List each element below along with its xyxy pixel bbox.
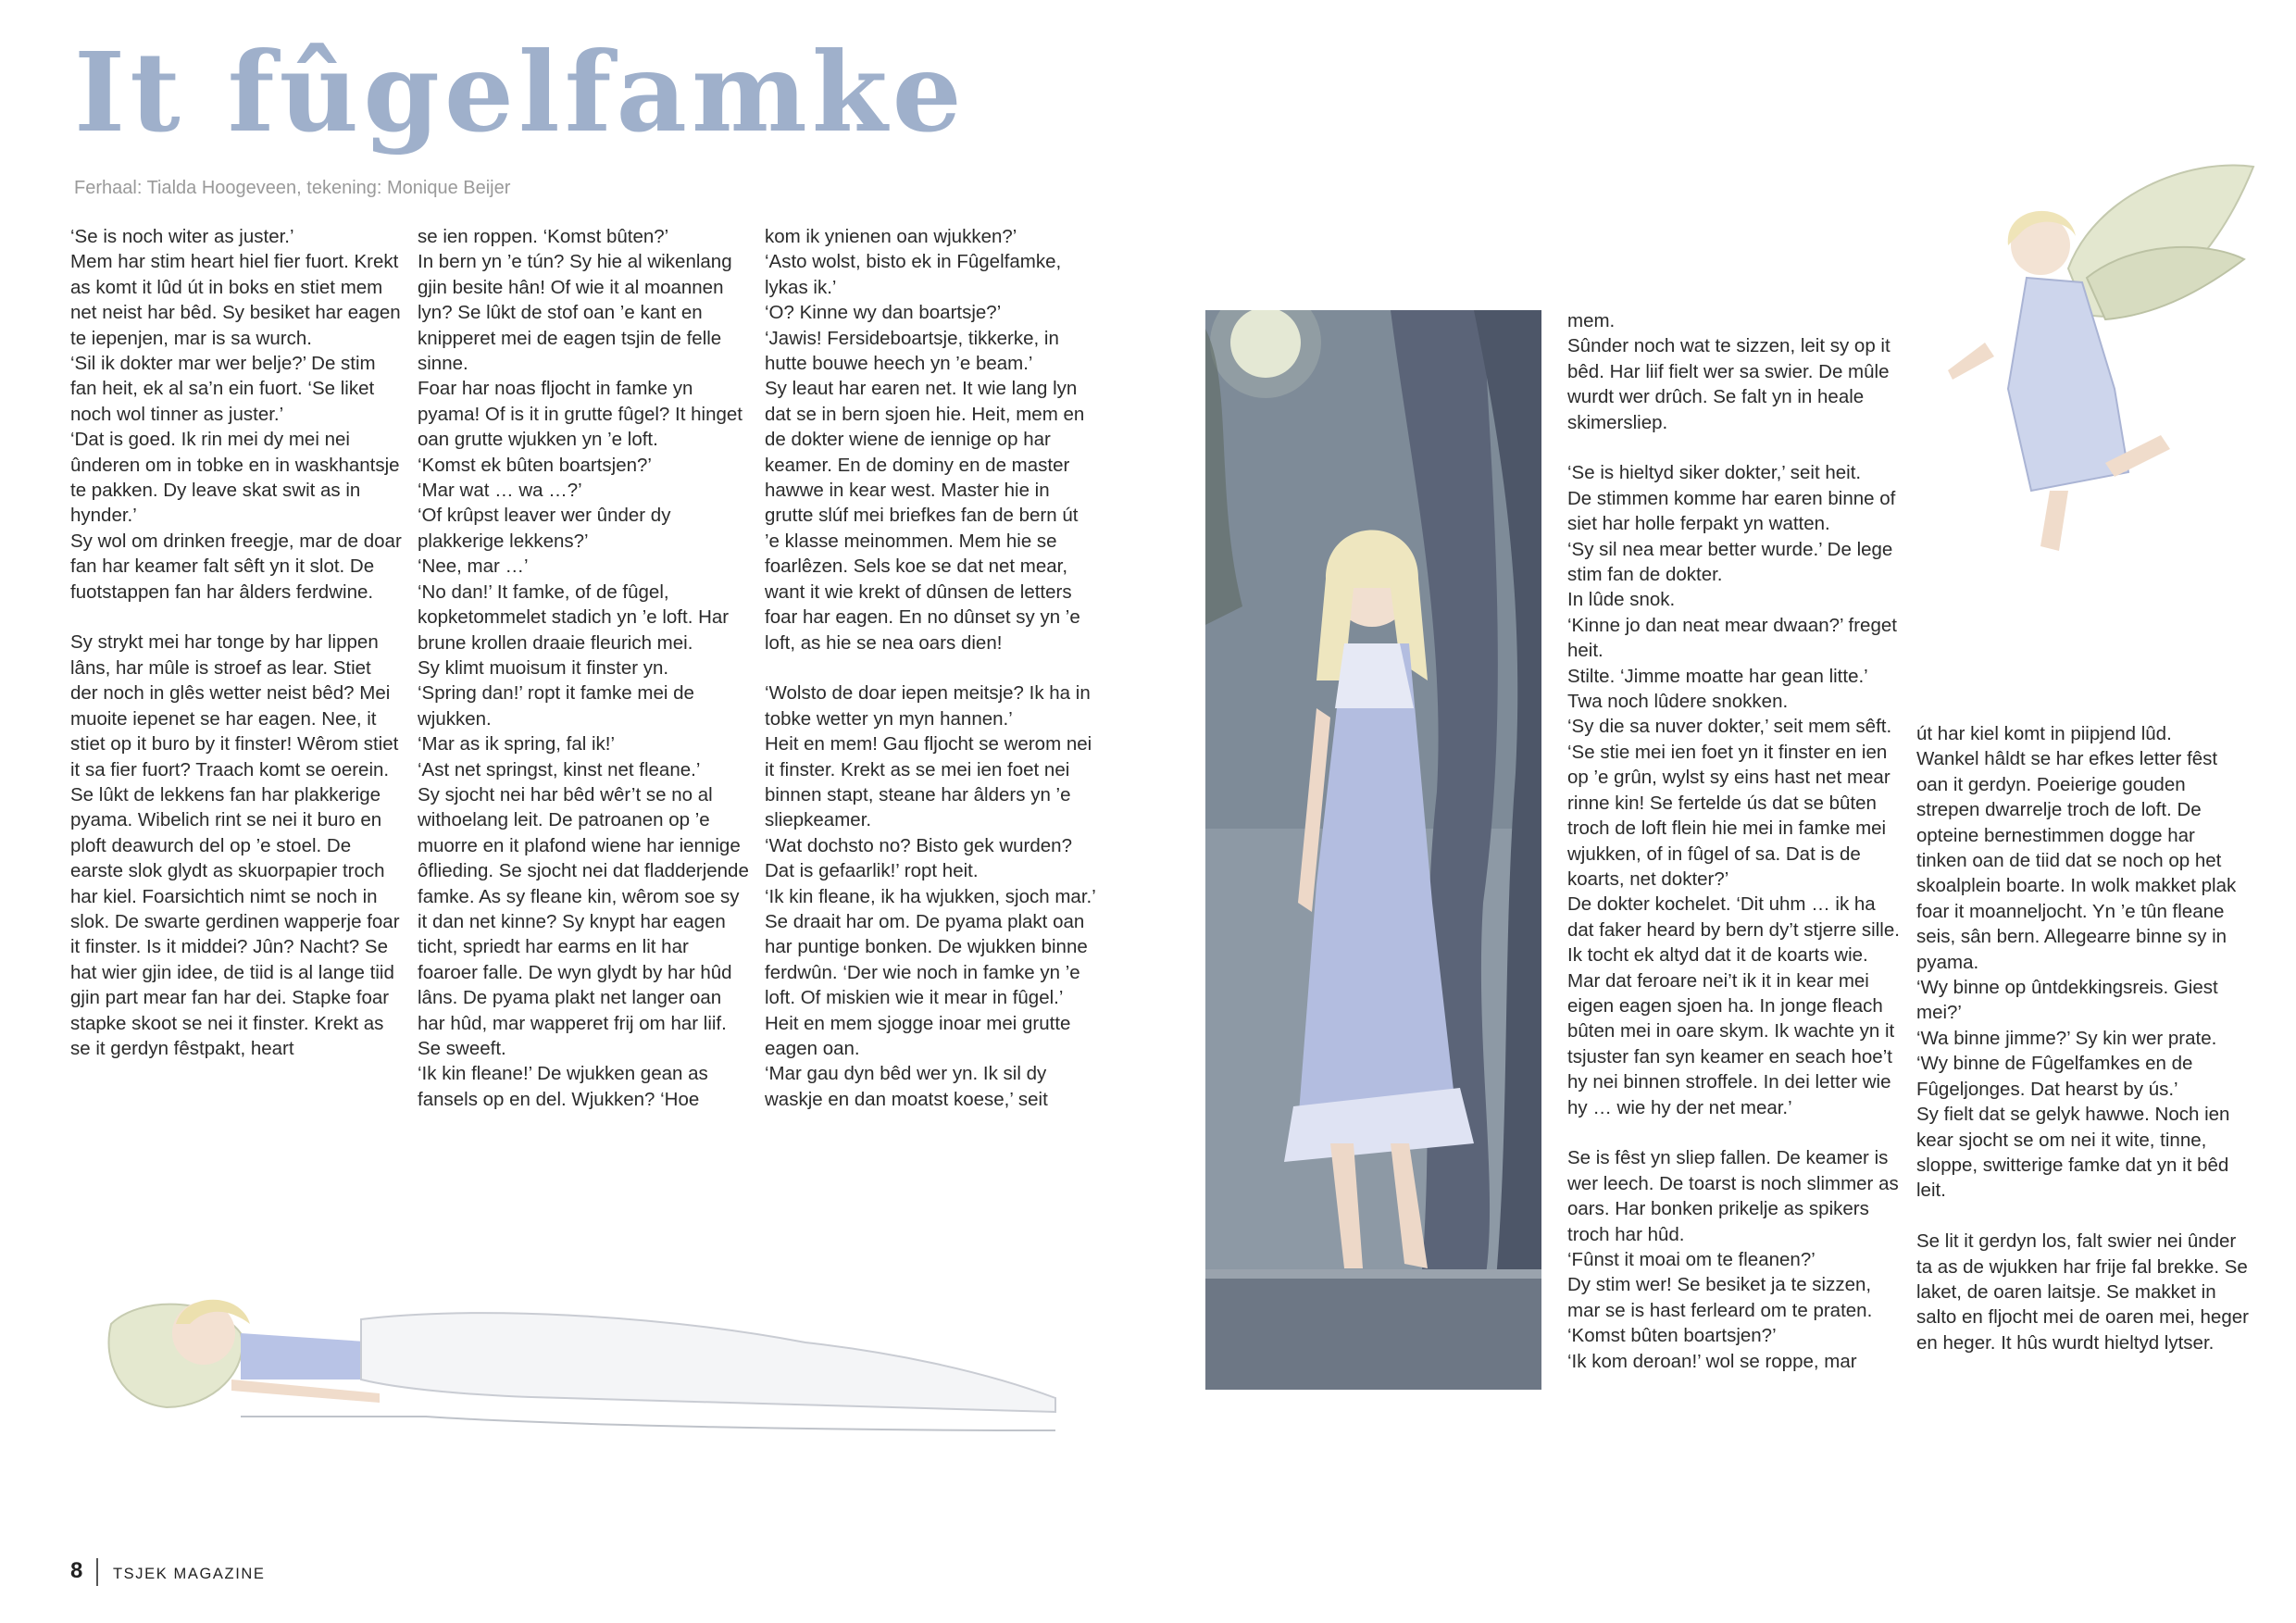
page-number: 8 — [70, 1558, 83, 1583]
sleeping-girl-illustration — [102, 1268, 1065, 1440]
girl-at-window-drawing — [1205, 310, 1541, 1390]
flying-fairy-drawing — [1929, 157, 2263, 565]
paragraph: Se lit it gerdyn los, falt swier nei ûnder ta as de wjukken har frije fal brekke. Se laket, de oaren laitsje. Se makket in salto en fljocht mei de oaren mei, heger en heger. It hûs wurdt hieltyd lytser. — [1916, 1230, 2249, 1354]
paragraph: ‘Wolsto de doar iepen meitsje? Ik ha in tobke wetter yn myn hannen.’ Heit en mem! Gau fljocht se werom nei it finster. Krekt as se mei ien foet nei binnen stapt, steane har âlders yn ’e sliepkeamer. ‘Wat dochsto no? Bisto gek wurden? Dat is gefaarlik!’ ropt heit. ‘Ik kin fleane, ik ha wjukken, sjoch mar.’ Se draait har om. De pyama plakt oan har puntige bonken. De wjukken binne ferdwûn. ‘Der wie noch in famke yn ’e loft. Of miskien wie it mear in fûgel.’ Heit en mem sjogge inoar mei grutte eagen oan. ‘Mar gau dyn bêd wer yn. Ik sil dy waskje en dan moatst koese,’ seit — [765, 682, 1096, 1110]
paragraph: se ien roppen. ‘Komst bûten?’ In bern yn ’e tún? Sy hie al wikenlang gjin besite hân! Of wie it al moannen lyn? Se lûkt de stof oan ’e kant en knipperet mei de eagen tsjin de felle sinne. Foar har noas fljocht in famke yn pyama! Of is it in grutte fûgel? It hinget oan grutte wjukken yn ’e loft. ‘Komst ek bûten boartsjen?’ ‘Mar wat … wa …?’ ‘Of krûpst leaver wer ûnder dy plakkerige lekkens?’ ‘Nee, mar …’ ‘No dan!’ It famke, of de fûgel, kopketommelet stadich yn ’e loft. Har brune krollen draaie fleurich mei. Sy klimt muoisum it finster yn. ‘Spring dan!’ ropt it famke mei de wjukken. ‘Mar as ik spring, fal ik!’ ‘Ast net springst, kinst net fleane.’ Sy sjocht nei har bêd wêr’t se no al withoelang leit. De patroanen op ’e muorre en it plafond wiene har iennige ôflieding. Se sjocht nei dat fladderjende famke. As sy fleane kin, wêrom soe sy it dan net kinne? Sy knypt har eagen ticht, spriedt har earms en lit har foaroer falle. De wyn glydt by har hûd lâns. De pyama plakt net langer oan har hûd, mar wapperet frij om har liif. Se sweeft. ‘Ik kin fleane!’ De wjukken gean as fansels op en del. Wjukken? ‘Hoe — [418, 226, 749, 1110]
text-column-1 — [70, 224, 404, 1061]
sleeping-girl-drawing — [102, 1268, 1065, 1440]
girl-at-window-illustration — [1205, 310, 1541, 1390]
text-column-2 — [418, 224, 751, 1112]
paragraph: Se is fêst yn sliep fallen. De keamer is wer leech. De toarst is noch slimmer as oars. Har bonken prikelje as spikers troch har hûd. ‘Fûnst it moai om te fleanen?’ Dy stim wer! Se besiket ja te sizzen, mar se is hast ferleard om te praten. ‘Komst bûten boartsjen?’ ‘Ik kom deroan!’ wol se roppe, mar — [1567, 1147, 1899, 1372]
magazine-name: TSJEK MAGAZINE — [113, 1566, 266, 1582]
text-column-3 — [765, 224, 1098, 1112]
paragraph: ‘Se is noch witer as juster.’ Mem har stim heart hiel fier fuort. Krekt as komt it lûd út in boks en stiet mem net neist har bêd. Sy besiket har eagen te iepenjen, mar is sa wurch. ‘Sil ik dokter mar wer belje?’ De stim fan heit, ek al sa’n ein fuort. ‘Se liket noch wol tinner as juster.’ ‘Dat is goed. Ik rin mei dy mei nei ûnderen om in tobke en in waskhantsje te pakken. Dy leave skat swit as in hynder.’ Sy wol om drinken freegje, mar de doar fan har keamer falt sêft yn it slot. De fuotstappen fan har âlders ferdwine. — [70, 226, 402, 603]
article-title: It fûgelfamke — [74, 28, 967, 156]
paragraph: Sy strykt mei har tonge by har lippen lâns, har mûle is stroef as lear. Stiet der noch in glês wetter neist bêd? Mei muoite iepenet se har eagen. Nee, it stiet op it buro by it finster! Wêrom stiet it sa fier fuort? Traach komt se oerein. Se lûkt de lekkens fan har plakkerige pyama. Wibelich rint se nei it buro en ploft deawurch del op ’e stoel. De earste slok glydt as skuorpapier troch har kiel. Foarsichtich nimt se noch in slok. De swarte gerdinen wapperje foar it finster. Is it middei? Jûn? Nacht? Se hat wier gjin idee, de tiid is al lange tiid gjin part mear fan har dei. Stapke foar stapke skoot se nei it finster. Krekt as se it gerdyn fêstpakt, heart — [70, 631, 400, 1059]
flying-fairy-girl-illustration — [1929, 157, 2263, 565]
text-column-5 — [1916, 721, 2250, 1355]
paragraph: út har kiel komt in piipjend lûd. Wankel hâldt se har efkes letter fêst oan it gerdyn. Poeierige gouden strepen dwarrelje troch de loft. De opteine bernestimmen dogge har tinken oan de tiid dat se noch op het skoalplein boarte. In wolk makket plak foar it moanneljocht. Yn ’e tûn fleane seis, sân bern. Allegearre binne sy in pyama. ‘Wy binne op ûntdekkingsreis. Giest mei?’ ‘Wa binne jimme?’ Sy kin wer prate. ‘Wy binne de Fûgelfamkes en de Fûgeljonges. Dat hearst by ús.’ Sy fielt dat se gelyk hawwe. Noch ien kear sjocht se om nei it wite, tinne, sloppe, switterige famke dat yn it bêd leit. — [1916, 723, 2237, 1202]
paragraph: ‘Se is hieltyd siker dokter,’ seit heit. De stimmen komme har earen binne of siet har holle ferpakt yn watten. ‘Sy sil nea mear better wurde.’ De lege stim fan de dokter. In lûde snok. ‘Kinne jo dan neat mear dwaan?’ freget heit. Stilte. ‘Jimme moatte har gean litte.’ Twa noch lûdere snokken. ‘Sy die sa nuver dokter,’ seit mem sêft. ‘Se stie mei ien foet yn it finster en ien op ’e grûn, wylst sy eins hast net mear rinne kin! Se fertelde ús dat se bûten troch de loft flein hie mei in famke mei wjukken, of in fûgel of sa. Dat is de koarts, net dokter?’ De dokter kochelet. ‘Dit uhm … ik ha dat faker heard by bern dy’t stjerre sille. Ik tocht ek altyd dat it de koarts wie. Mar dat feroare nei’t ik it in kear mei eigen eagen sjoen ha. In jonge fleach bûten mei in oare skym. Ik wachte yn it tsjuster fan syn keamer en seach hoe’t hy nei binnen stroffele. In dei letter wie hy … wie hy der net mear.’ — [1567, 462, 1900, 1118]
paragraph: mem. Sûnder noch wat te sizzen, leit sy op it bêd. Har liif fielt wer sa swier. De mûle wurdt wer drûch. Se falt yn in heale skimersliep. — [1567, 310, 1890, 433]
footer-divider — [96, 1558, 98, 1586]
paragraph: kom ik ynienen oan wjukken?’ ‘Asto wolst, bisto ek in Fûgelfamke, lykas ik.’ ‘O? Kinne wy dan boartsje?’ ‘Jawis! Fersideboartsje, tikkerke, in hutte bouwe heech yn ’e beam.’ Sy leaut har earen net. It wie lang lyn dat se in bern sjoen hie. Heit, mem en de dokter wiene de iennige op har keamer. En de dominy en de master hawwe in kear west. Master hie in grutte slúf mei briefkes fan de bern út ’e klasse meinommen. Mem hie se foarlêzen. Sels koe se dat net mear, want it wie krekt of dûnsen de letters foar har eagen. En no dûnset sy yn ’e loft, as hie se nea oars dien! — [765, 226, 1085, 654]
article-byline: Ferhaal: Tialda Hoogeveen, tekening: Monique Beijer — [74, 178, 511, 198]
text-column-4 — [1567, 308, 1901, 1374]
